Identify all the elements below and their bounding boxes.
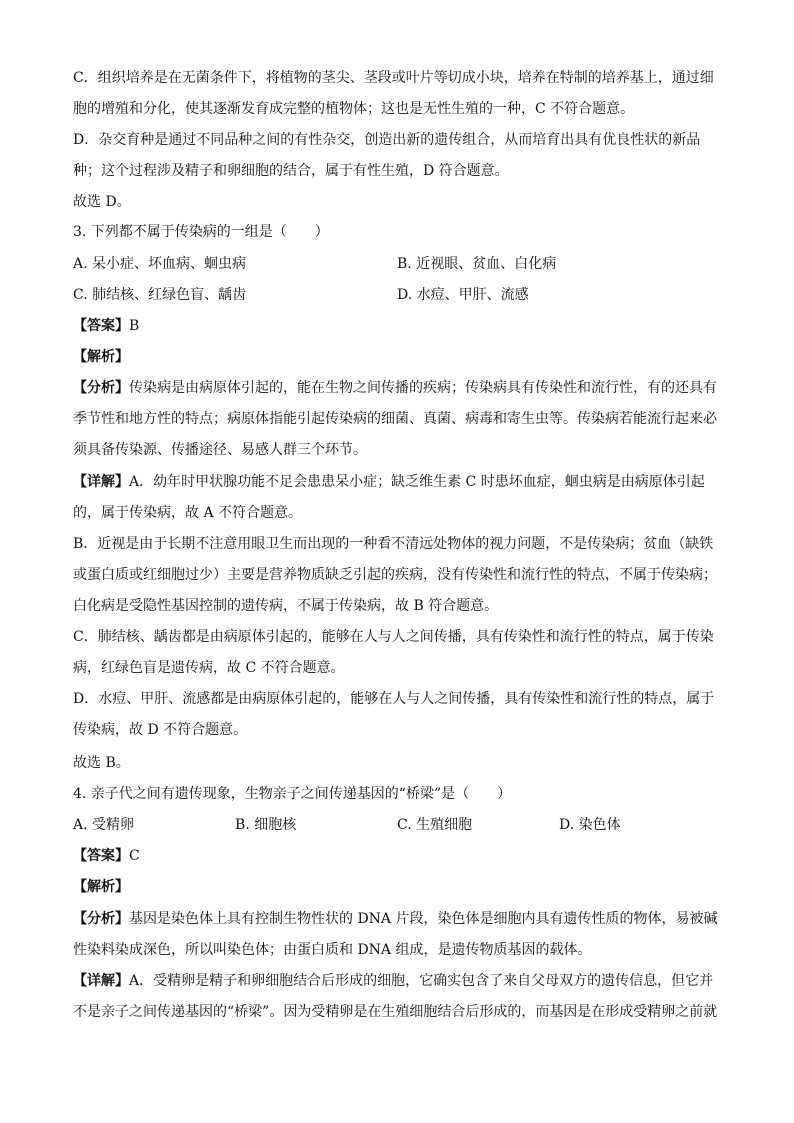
q4-xiangjie-a1: A．受精卵是精子和卵细胞结合后形成的细胞，它确实包含了来自父母双方的遗传信息，但它并	[129, 973, 714, 989]
q4-analysis-label	[73, 877, 723, 897]
q3-fenxi-line2: 季节性和地方性的特点；病原体指能引起传染病的细菌、真菌、病毒和寄生虫等。传染病若能流行起来必	[73, 411, 717, 427]
q3-conclusion: 故选 B。	[73, 755, 130, 771]
q3-option-b: B. 近视眼、贫血、白化病	[397, 256, 557, 272]
q4-answer-label: 【答案】	[73, 848, 129, 864]
q3-option-c: C. 肺结核、红绿色盲、龋齿	[73, 287, 247, 303]
q3-xiangjie-a-line2: 的，属于传染病，故 A 不符合题意。	[73, 505, 303, 521]
q3-xiangjie-b-line3: 白化病是受隐性基因控制的遗传病，不属于传染病，故 B 符合题意。	[73, 598, 499, 614]
q3-xiangjie-d-line1: D．水痘、甲肝、流感都是由病原体引起的，能够在人与人之间传播，具有传染性和流行性的特点，属于	[73, 691, 715, 707]
q2-option-d-explanation-line2: 种；这个过程涉及精子和卵细胞的结合，属于有性生殖，D 符合题意。	[73, 163, 509, 179]
q4-answer	[73, 846, 723, 866]
q2-option-c-explanation-line2: 胞的增殖和分化，使其逐渐发育成完整的植物体；这也是无性生殖的一种，C 不符合题意。	[73, 101, 635, 117]
q4-option-a: A. 受精卵	[73, 817, 135, 833]
q3-xiangjie-b-line1: B．近视是由于长期不注意用眼卫生而出现的一种看不清远处物体的视力问题，不是传染病；贫血（缺铁	[73, 536, 714, 552]
q3-fenxi-line1	[73, 378, 723, 398]
q4-xiangjie-label: 【详解】	[73, 973, 129, 989]
q3-fenxi-label: 【分析】	[73, 380, 129, 396]
q4-fenxi-label: 【分析】	[73, 911, 129, 927]
q3-answer-label: 【答案】	[73, 318, 129, 334]
q3-xiangjie-c-line2: 病，红绿色盲是遗传病，故 C 不符合题意。	[73, 660, 345, 676]
q4-answer-value: C	[129, 848, 140, 864]
q3-xiangjie-c-line1: C．肺结核、龋齿都是由病原体引起的，能够在人与人之间传播，具有传染性和流行性的特点，属于传染	[73, 629, 714, 645]
q4-option-b: B. 细胞核	[235, 817, 297, 833]
q3-fenxi-line3: 须具备传染源、传播途径、易感人群三个环节。	[73, 442, 367, 458]
q4-fenxi-line1	[73, 909, 723, 929]
q2-option-c-explanation-line1: C．组织培养是在无菌条件下，将植物的茎尖、茎段或叶片等切成小块，培养在特制的培养基上，通过细	[73, 70, 714, 86]
q3-option-d: D. 水痘、甲肝、流感	[397, 287, 529, 303]
q3-option-a: A. 呆小症、坏血病、蛔虫病	[73, 256, 247, 272]
q4-fenxi-line2: 性染料染成深色，所以叫染色体；由蛋白质和 DNA 组成，是遗传物质基因的载体。	[73, 942, 592, 958]
q4-fenxi-text1: 基因是染色体上具有控制生物性状的 DNA 片段，染色体是细胞内具有遗传性质的物体，易被碱	[129, 911, 718, 927]
q3-xiangjie-line1	[73, 472, 723, 492]
q4-stem: 4. 亲子代之间有遗传现象，生物亲子之间传递基因的“桥梁”是（ ）	[73, 786, 512, 802]
q4-option-c: C. 生殖细胞	[397, 817, 473, 833]
q3-answer-value: B	[129, 318, 140, 334]
q3-answer	[73, 316, 723, 336]
q2-option-d-explanation-line1: D．杂交育种是通过不同品种之间的有性杂交，创造出新的遗传组合，从而培育出具有优良性状的新品	[73, 132, 701, 148]
q4-xiangjie-line1	[73, 971, 723, 991]
q4-xiangjie-a-line2: 不是亲子之间传递基因的“桥梁”。因为受精卵是在生殖细胞结合后形成的，而基因是在形成受精卵之前就	[73, 1004, 718, 1020]
q2-conclusion: 故选 D。	[73, 194, 131, 210]
q3-fenxi-text1: 传染病是由病原体引起的，能在生物之间传播的疾病；传染病具有传染性和流行性，有的还具有	[129, 380, 717, 396]
q3-xiangjie-a1: A．幼年时甲状腺功能不足会患患呆小症；缺乏维生素 C 时患坏血症，蛔虫病是由病原体引起	[129, 474, 705, 490]
q3-analysis-heading: 【解析】	[73, 349, 129, 365]
q4-analysis-heading: 【解析】	[73, 879, 129, 895]
q4-option-d: D. 染色体	[559, 817, 621, 833]
q3-stem: 3. 下列都不属于传染病的一组是（ ）	[73, 224, 329, 240]
q3-xiangjie-d-line2: 传染病，故 D 不符合题意。	[73, 722, 248, 738]
q3-xiangjie-b-line2: 或蛋白质或红细胞过少）主要是营养物质缺乏引起的疾病，没有传染性和流行性的特点，不属于传染病；	[73, 567, 717, 583]
q3-analysis-label	[73, 347, 723, 367]
q3-xiangjie-label: 【详解】	[73, 474, 129, 490]
